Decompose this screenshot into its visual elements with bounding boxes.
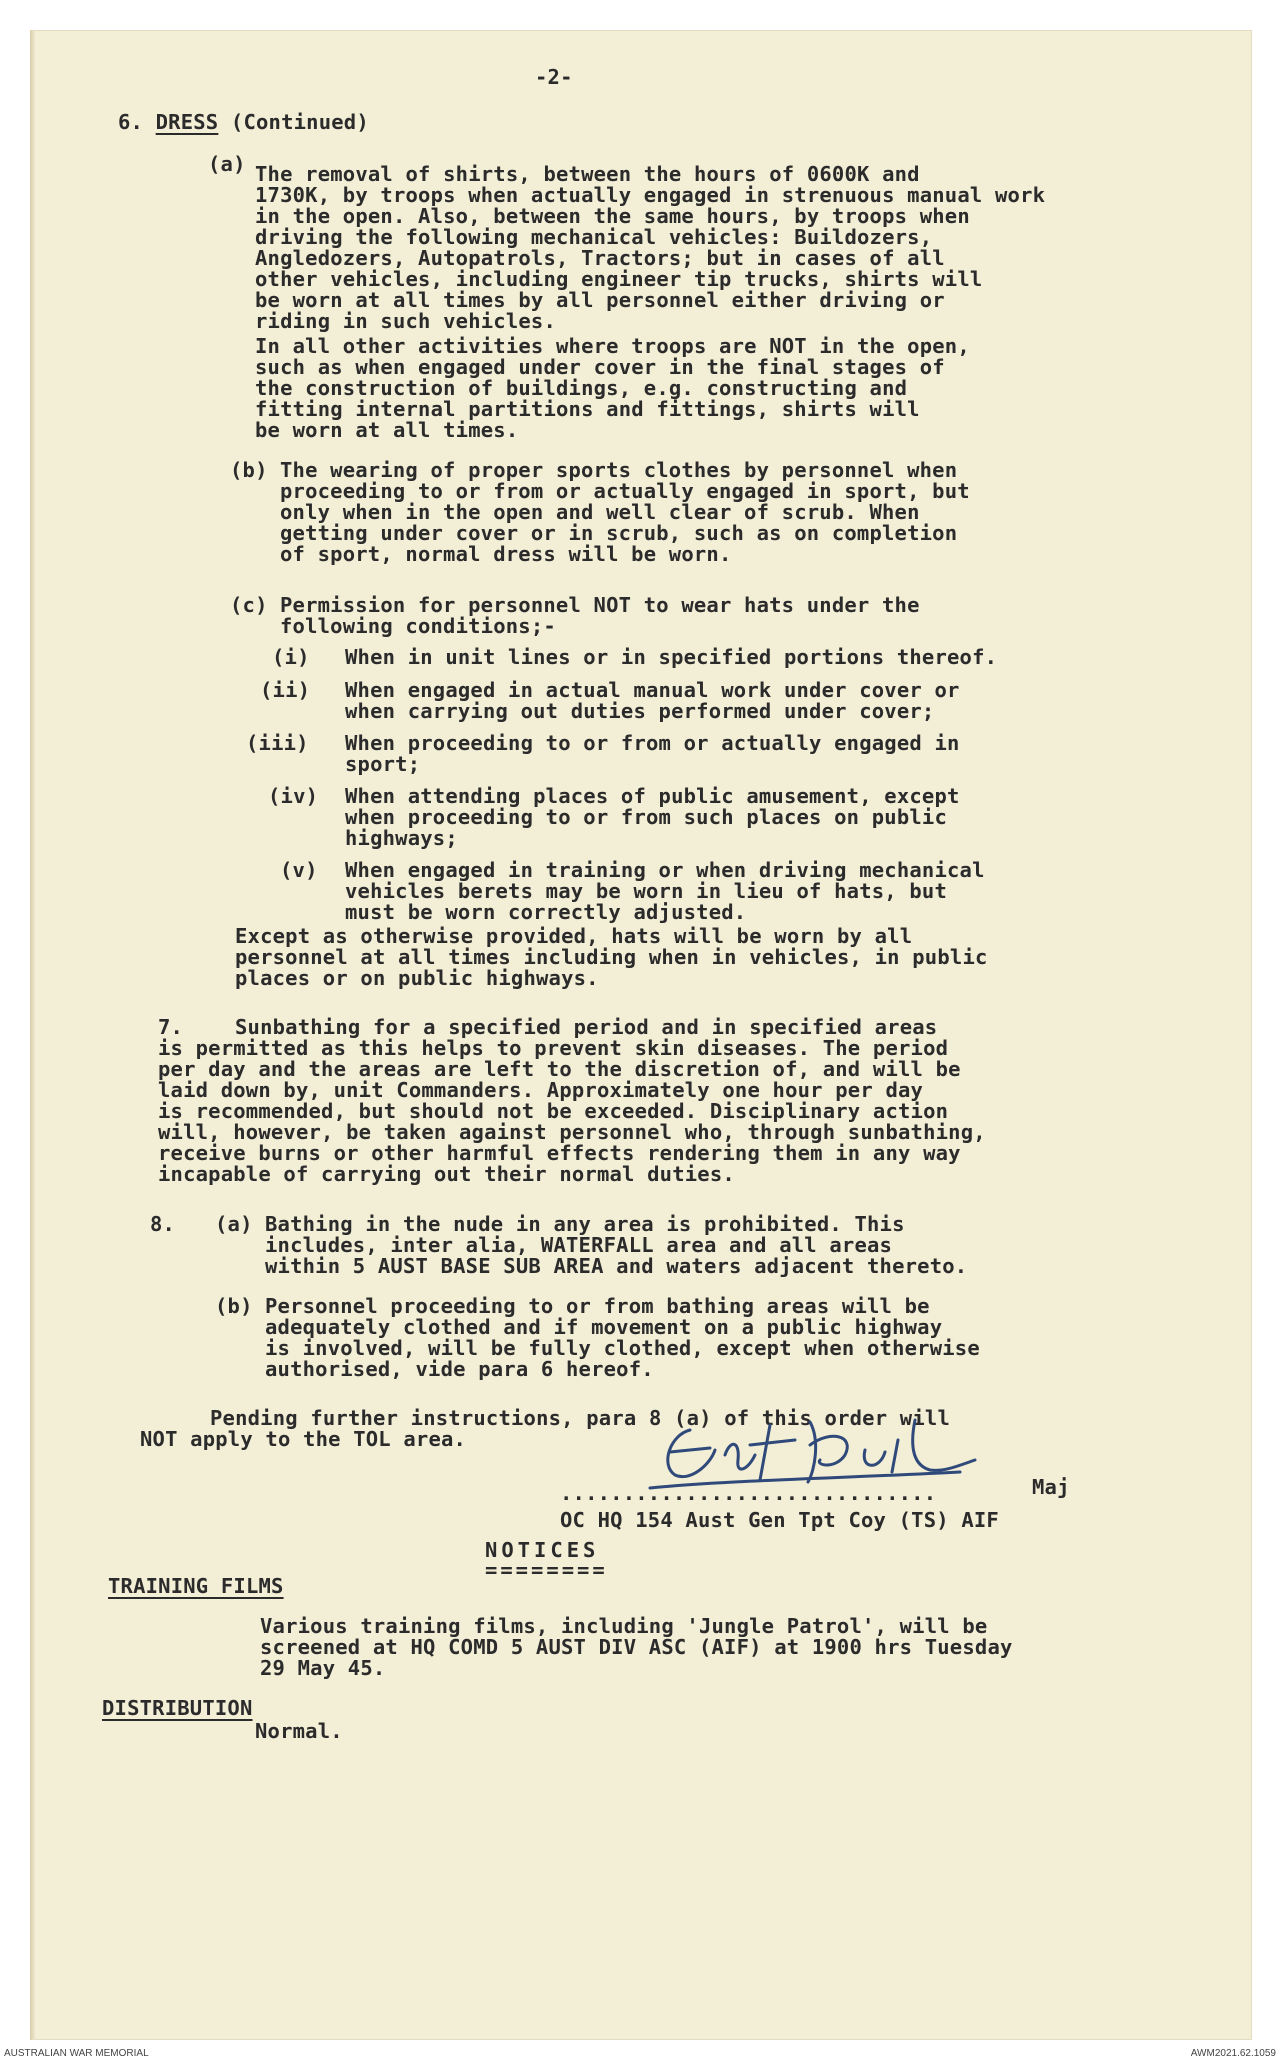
para-8a-label: (a) <box>215 1212 253 1236</box>
para-6a-label: (a) <box>208 152 246 176</box>
section-7-line: incapable of carrying out their normal duties. <box>158 1162 735 1186</box>
training-films-line: 29 May 45. <box>260 1656 386 1680</box>
list-item-num: (i) <box>272 645 310 669</box>
para-6a-line: such as when engaged under cover in the final stages of <box>255 355 945 379</box>
list-item-line: must be worn correctly adjusted. <box>345 900 747 924</box>
section-6-heading <box>118 112 369 133</box>
section-7-line: is permitted as this helps to prevent skin diseases. The period <box>158 1036 949 1060</box>
para-6a-line: the construction of buildings, e.g. constructing and <box>255 376 908 400</box>
para-6a-line: driving the following mechanical vehicles: Buildozers, <box>255 225 933 249</box>
list-item-line: When engaged in training or when driving mechanical <box>345 858 985 882</box>
training-films-line: screened at HQ COMD 5 AUST DIV ASC (AIF) at 1900 hrs Tuesday <box>260 1635 1013 1659</box>
section-7-line: will, however, be taken against personnel who, through sunbathing, <box>158 1120 986 1144</box>
list-item-line: when carrying out duties performed under cover; <box>345 699 935 723</box>
para-8b-line: adequately clothed and if movement on a public highway <box>265 1315 943 1339</box>
training-films-heading: TRAINING FILMS <box>108 1574 284 1598</box>
para-6c-closing: places or on public highways. <box>235 966 599 990</box>
para-6b-line: The wearing of proper sports clothes by personnel when <box>280 458 958 482</box>
para-8a-line: includes, inter alia, WATERFALL area and all areas <box>265 1233 893 1257</box>
para-6a-line: riding in such vehicles. <box>255 309 557 333</box>
list-item-line: When in unit lines or in specified portions thereof. <box>345 645 998 669</box>
para-6a-line: Angledozers, Autopatrols, Tractors; but in cases of all <box>255 246 945 270</box>
para-6c-line: Permission for personnel NOT to wear hats under the <box>280 593 920 617</box>
document-page <box>30 30 1252 2040</box>
distribution-heading: DISTRIBUTION <box>102 1696 253 1720</box>
para-8b-line: authorised, vide para 6 hereof. <box>265 1357 654 1381</box>
para-6a-line: 1730K, by troops when actually engaged in strenuous manual work <box>255 183 1046 207</box>
para-6a-line: In all other activities where troops are NOT in the open, <box>255 334 970 358</box>
section-7-line: per day and the areas are left to the discretion of, and will be <box>158 1057 961 1081</box>
training-films-line: Various training films, including 'Jungle Patrol', will be <box>260 1614 988 1638</box>
para-8a-line: within 5 AUST BASE SUB AREA and waters adjacent thereto. <box>265 1254 968 1278</box>
para-6b-line: of sport, normal dress will be worn. <box>280 542 732 566</box>
para-6a-line: be worn at all times by all personnel either driving or <box>255 288 945 312</box>
para-6b-line: proceeding to or from or actually engaged in sport, but <box>280 479 970 503</box>
para-6a-line: in the open. Also, between the same hours, by troops when <box>255 204 970 228</box>
section-7-number: 7. <box>158 1015 184 1039</box>
pending-line: NOT apply to the TOL area. <box>140 1427 467 1451</box>
para-8b-line: is involved, will be fully clothed, except when otherwise <box>265 1336 980 1360</box>
list-item-line: vehicles berets may be worn in lieu of hats, but <box>345 879 948 903</box>
page-number: -2- <box>535 65 573 89</box>
list-item-line: when proceeding to or from such places on public <box>345 805 948 829</box>
para-6c-closing: Except as otherwise provided, hats will be worn by all <box>235 924 913 948</box>
list-item-num: (iv) <box>268 784 319 808</box>
para-6a-line: other vehicles, including engineer tip trucks, shirts will <box>255 267 983 291</box>
signature-dots: .............................. <box>560 1481 937 1505</box>
notices-title: NOTICES <box>485 1538 600 1562</box>
para-6b-line: getting under cover or in scrub, such as on completion <box>280 521 958 545</box>
list-item-num: (v) <box>280 858 318 882</box>
footer-accession-number: AWM2021.62.1059 <box>1190 2048 1276 2059</box>
para-8b-line: Personnel proceeding to or from bathing areas will be <box>265 1294 930 1318</box>
list-item-line: sport; <box>345 752 421 776</box>
section-6-number: 6. <box>118 110 144 134</box>
para-8b-label: (b) <box>215 1294 253 1318</box>
section-6-continued: (Continued) <box>230 110 369 134</box>
para-6b-line: only when in the open and well clear of scrub. When <box>280 500 920 524</box>
archive-footer <box>0 2046 1282 2061</box>
section-7-line: Sunbathing for a specified period and in specified areas <box>235 1015 938 1039</box>
para-8a-line: Bathing in the nude in any area is prohibited. This <box>265 1212 905 1236</box>
section-7-line: laid down by, unit Commanders. Approximately one hour per day <box>158 1078 924 1102</box>
section-8-number: 8. <box>150 1212 176 1236</box>
list-item-num: (iii) <box>246 731 309 755</box>
notices-underline: ======== <box>485 1558 608 1582</box>
list-item-line: When attending places of public amusement, except <box>345 784 960 808</box>
para-6c-closing: personnel at all times including when in vehicles, in public <box>235 945 988 969</box>
pending-line: Pending further instructions, para 8 (a) of this order will <box>210 1406 950 1430</box>
para-6a-line: be worn at all times. <box>255 418 519 442</box>
para-6c-line: following conditions;- <box>280 614 556 638</box>
distribution-text: Normal. <box>255 1719 343 1743</box>
para-6b-label: (b) <box>230 458 268 482</box>
section-6-title: DRESS <box>155 110 219 134</box>
list-item-num: (ii) <box>260 678 311 702</box>
list-item-line: highways; <box>345 826 458 850</box>
para-6c-label: (c) <box>230 593 268 617</box>
para-6a-line: The removal of shirts, between the hours of 0600K and <box>255 162 920 186</box>
list-item-line: When proceeding to or from or actually engaged in <box>345 731 960 755</box>
signature-block: OC HQ 154 Aust Gen Tpt Coy (TS) AIF <box>560 1508 999 1532</box>
para-6a-line: fitting internal partitions and fittings, shirts will <box>255 397 920 421</box>
footer-institution: AUSTRALIAN WAR MEMORIAL <box>4 2048 149 2059</box>
section-7-line: receive burns or other harmful effects rendering them in any way <box>158 1141 961 1165</box>
signature-rank: Maj <box>1032 1475 1070 1499</box>
list-item-line: When engaged in actual manual work under cover or <box>345 678 960 702</box>
section-7-line: is recommended, but should not be exceeded. Disciplinary action <box>158 1099 949 1123</box>
